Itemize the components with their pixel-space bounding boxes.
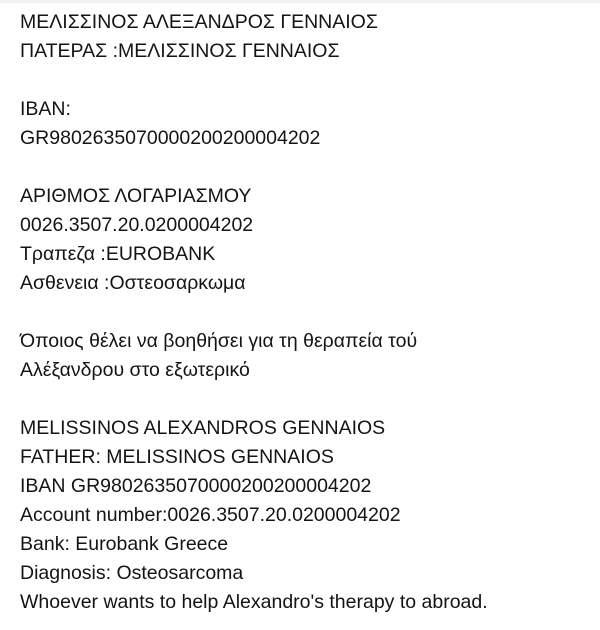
top-edge <box>0 0 600 3</box>
greek-account-value: 0026.3507.20.0200004202 <box>20 214 254 236</box>
greek-iban-label: IBAN: <box>20 98 71 120</box>
english-appeal: Whoever wants to help Alexandro's therapy to abroad. <box>20 591 488 613</box>
note-text <box>20 8 595 617</box>
english-account: Account number:0026.3507.20.0200004202 <box>20 504 401 526</box>
blank-line <box>20 385 595 414</box>
greek-appeal-line2: Αλέξανδρου στο εξωτερικό <box>20 359 250 381</box>
greek-father: ΠΑΤΕΡΑΣ :ΜΕΛΙΣΣΙΝΟΣ ΓΕΝΝΑΙΟΣ <box>20 40 340 62</box>
english-iban: IBAN GR9802635070000200200004202 <box>20 475 372 497</box>
greek-appeal-line1: Όποιος θέλει να βοηθήσει για τη θεραπεία τού <box>20 330 418 352</box>
blank-line <box>20 298 595 327</box>
english-father: FATHER: MELISSINOS GENNAIOS <box>20 446 334 468</box>
blank-line <box>20 153 595 182</box>
english-diagnosis: Diagnosis: Osteosarcoma <box>20 562 244 584</box>
english-name: MELISSINOS ALEXANDROS GENNAIOS <box>20 417 386 439</box>
blank-line <box>20 66 595 95</box>
greek-illness: Ασθενεια :Οστεοσαρκωμα <box>20 272 246 294</box>
english-bank: Bank: Eurobank Greece <box>20 533 229 555</box>
greek-iban-value: GR9802635070000200200004202 <box>20 127 321 149</box>
greek-bank: Τραπεζα :EUROBANK <box>20 243 216 265</box>
greek-account-label: ΑΡΙΘΜΟΣ ΛΟΓΑΡΙΑΣΜΟΥ <box>20 185 252 207</box>
greek-name: ΜΕΛΙΣΣΙΝΟΣ ΑΛΕΞΑΝΔΡΟΣ ΓΕΝΝΑΙΟΣ <box>20 11 378 33</box>
